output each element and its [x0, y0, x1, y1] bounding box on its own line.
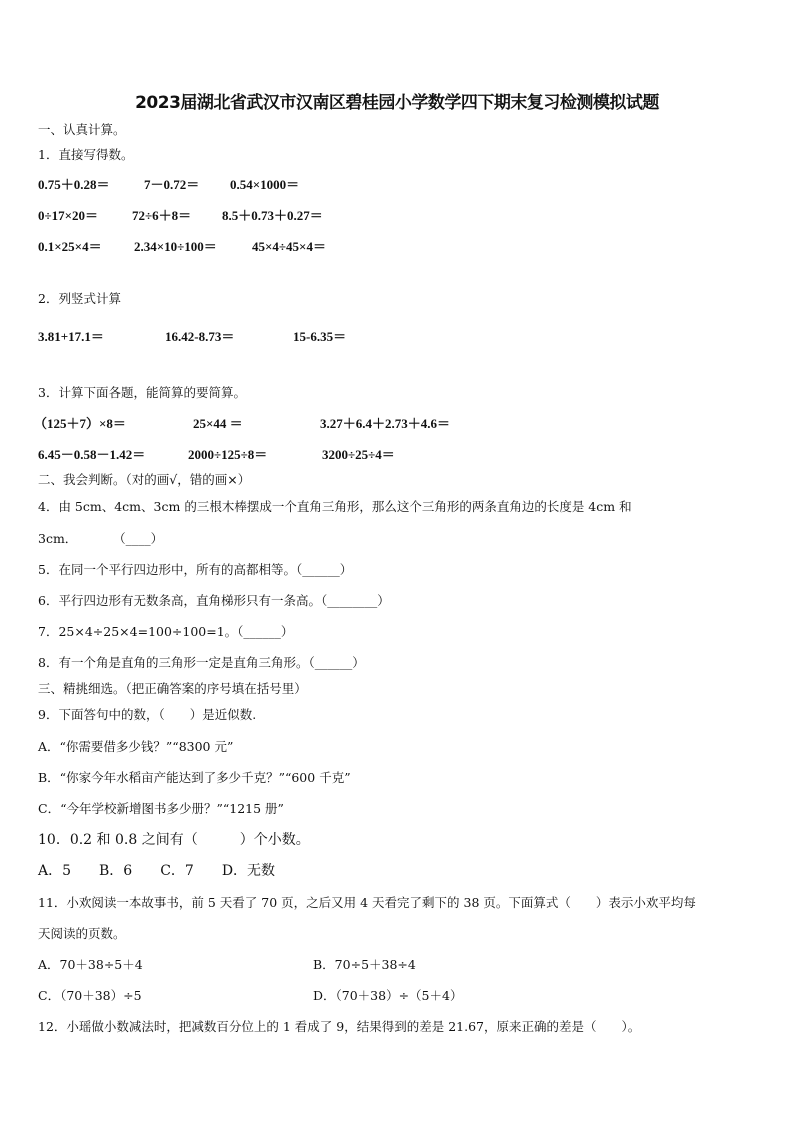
q2-problem: 16.42-8.73＝	[165, 329, 235, 344]
q11-option-d: D．（70＋38）÷（5＋4）	[313, 988, 463, 1003]
question-7: 7．25×4÷25×4=100÷100=1。（______）	[38, 624, 294, 639]
q9-option-b: B．“你家今年水稻亩产能达到了多少千克？”“600 千克”	[38, 770, 351, 785]
q3-problem: 3.27＋6.4＋2.73＋4.6＝	[320, 416, 451, 431]
q1-problem: 7－0.72＝	[144, 177, 200, 192]
question-11: 11．小欢阅读一本故事书，前 5 天看了 70 页，之后又用 4 天看完了剩下的 38 页。下面算式（ ）表示小欢平均每	[38, 895, 696, 910]
q9-option-a: A．“你需要借多少钱？”“8300 元”	[38, 739, 234, 754]
q9-option-c: C．“今年学校新增图书多少册？”“1215 册”	[38, 801, 284, 816]
question-6: 6．平行四边形有无数条高，直角梯形只有一条高。（________）	[38, 593, 390, 608]
q1-problem: 45×4÷45×4＝	[252, 239, 326, 254]
section-1-heading: 一、认真计算。	[38, 122, 126, 137]
question-9-stem: 9．下面答句中的数，（ ）是近似数.	[38, 707, 257, 722]
question-10-stem: 10．0.2 和 0.8 之间有（ ）个小数。	[38, 832, 310, 848]
q11-option-c: C．（70＋38）÷5	[38, 988, 142, 1003]
section-2-heading: 二、我会判断。（对的画√，错的画×）	[38, 472, 251, 487]
q1-problem: 72÷6＋8＝	[132, 208, 192, 223]
q1-problem: 2.34×10÷100＝	[134, 239, 217, 254]
question-4-continued: 3cm． （____）	[38, 531, 164, 546]
question-4: 4．由 5cm、4cm、3cm 的三根木棒摆成一个直角三角形，那么这个三角形的两条直角边的长度是 4cm 和	[38, 499, 632, 514]
question-5: 5．在同一个平行四边形中，所有的高都相等。（______）	[38, 562, 353, 577]
question-12: 12．小瑶做小数减法时，把减数百分位上的 1 看成了 9，结果得到的差是 21.67，原来正确的差是（ ）。	[38, 1019, 641, 1034]
question-1-label: 1．直接写得数。	[38, 147, 134, 162]
section-3-heading: 三、精挑细选。（把正确答案的序号填在括号里）	[38, 681, 307, 696]
question-2-label: 2．列竖式计算	[38, 291, 121, 306]
q2-problem: 3.81+17.1＝	[38, 329, 104, 344]
q3-problem: 25×44 ＝	[193, 416, 243, 431]
q3-problem: 2000÷125÷8＝	[188, 447, 268, 462]
q3-problem: 3200÷25÷4＝	[322, 447, 395, 462]
q1-problem: 0.1×25×4＝	[38, 239, 102, 254]
q10-options: A．5 B．6 C．7 D．无数	[38, 863, 276, 879]
q1-problem: 0.75＋0.28＝	[38, 177, 110, 192]
page-title: 2023届湖北省武汉市汉南区碧桂园小学数学四下期末复习检测模拟试题	[135, 93, 659, 113]
q1-problem: 0÷17×20＝	[38, 208, 99, 223]
question-8: 8．有一个角是直角的三角形一定是直角三角形。（______）	[38, 655, 365, 670]
question-3-label: 3．计算下面各题，能简算的要简算。	[38, 385, 246, 400]
q11-option-a: A．70＋38÷5＋4	[38, 957, 143, 972]
q1-problem: 0.54×1000＝	[230, 177, 300, 192]
q3-problem: 6.45－0.58－1.42＝	[38, 447, 146, 462]
q3-problem: （125＋7）×8＝	[34, 416, 126, 431]
q11-option-b: B．70÷5＋38÷4	[313, 957, 416, 972]
q2-problem: 15-6.35＝	[293, 329, 347, 344]
q1-problem: 8.5＋0.73＋0.27＝	[222, 208, 323, 223]
question-11-continued: 天阅读的页数。	[38, 926, 126, 941]
